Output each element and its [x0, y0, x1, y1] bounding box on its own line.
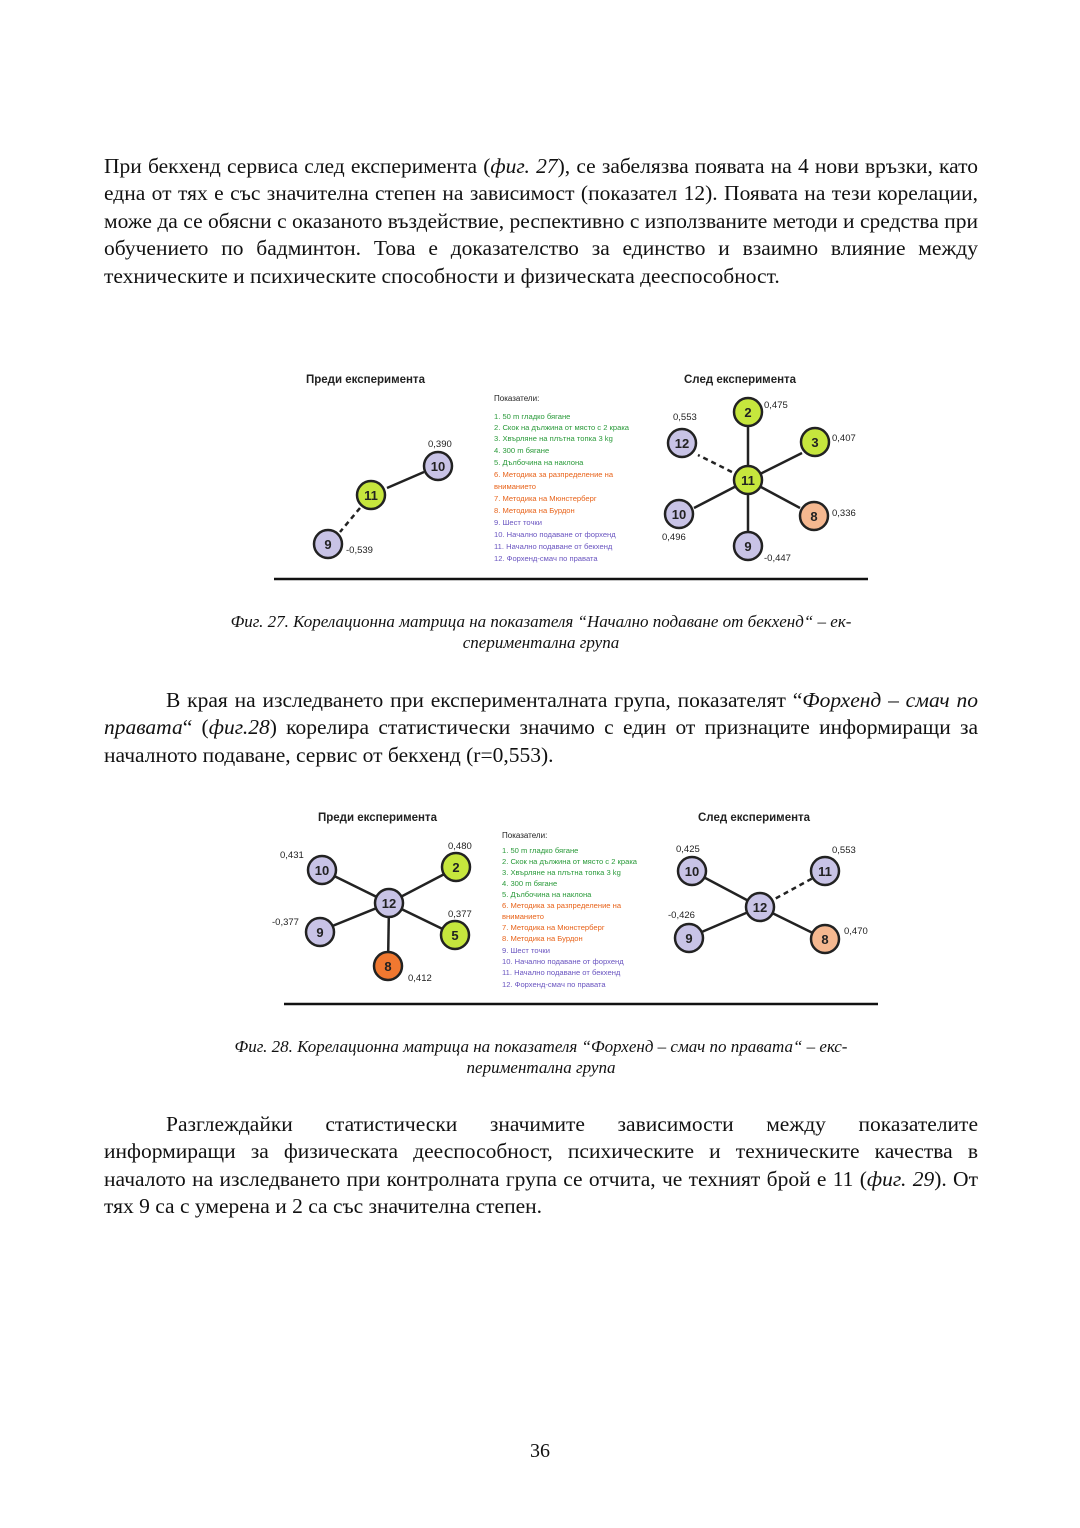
- fig28-after-value: -0,426: [668, 910, 695, 921]
- legend-item: 9. Шест точки: [502, 946, 550, 955]
- fig28-node-9: [675, 924, 703, 952]
- fig27-node-8: [800, 502, 828, 530]
- svg-text:10: 10: [430, 459, 446, 474]
- fig27-after-value: 0,553: [673, 412, 697, 423]
- fig28-after-value: 0,470: [844, 926, 868, 937]
- fig27-node-11: [357, 481, 385, 509]
- fig27-after-value: 0,336: [832, 508, 856, 519]
- legend-item: 2. Скок на дължина от място с 2 крака: [502, 857, 638, 866]
- figure-ref-27: фиг. 27: [490, 154, 558, 178]
- figure-ref-28: фиг.28: [208, 715, 270, 740]
- fig28-before-value: 0,431: [280, 850, 304, 861]
- fig28-node-5: [441, 921, 469, 949]
- fig27-node-10: [665, 500, 693, 528]
- legend-item: 4. 300 m бягане: [502, 879, 558, 888]
- fig27-node-10: [424, 452, 452, 480]
- figure-ref-title: Форхенд – смач по правата: [104, 688, 978, 740]
- fig28-node-11: [811, 857, 839, 885]
- figure-28: [272, 806, 882, 1012]
- fig27-before-value: 0,390: [428, 439, 452, 450]
- svg-text:11: 11: [818, 864, 832, 879]
- fig28-before-value: -0,377: [272, 917, 299, 928]
- fig28-after-value: 0,425: [676, 844, 700, 855]
- legend-item: 12. Форхенд-смач по правата: [494, 554, 598, 563]
- paragraph-2: В края на изследването при експерименталната група, показателят “Форхенд – смач по правата“ (фиг.28) корелира статистически значимо с един от признаците информиращи за началното подаване, сервис от бекхенд (r=0,553).: [104, 688, 979, 767]
- fig27-node-9: [734, 532, 762, 560]
- svg-text:9: 9: [685, 931, 693, 946]
- fig27-after-value: -0,447: [764, 553, 791, 564]
- figure-28-caption: Фиг. 28. Корелационна матрица на показателя “Форхенд – смач по правата“ – екс- периментална група: [234, 1037, 848, 1077]
- svg-text:9: 9: [324, 537, 332, 552]
- paragraph-1: При бекхенд сервиса след експеримента (фиг. 27), се забелязва появата на 4 нови връзки, като една от тях е със значителна степен на зависимост (показател 12). Появата на тези корелации, може да се обясни с оказаното въздействие, респективно с използваните методи и средства при обучението по бадминтон. Това е доказателство за единство и взаимно влияние между техническите и психическите способности и физическата дееспособност.: [104, 154, 978, 288]
- fig27-legend-title: Показатели:: [494, 394, 540, 403]
- fig27-after-title: След експеримента: [684, 374, 797, 386]
- legend-item: 6. Методика за разпределение на: [494, 470, 614, 479]
- legend-item: 12. Форхенд-смач по правата: [502, 980, 606, 989]
- svg-text:12: 12: [752, 900, 768, 915]
- legend-item: 8. Методика на Бурдон: [494, 506, 575, 515]
- legend-item: 5. Дълбочина на наклона: [502, 890, 592, 899]
- fig27-after-value: 0,496: [662, 532, 686, 543]
- legend-item: 8. Методика на Бурдон: [502, 934, 583, 943]
- svg-text:9: 9: [744, 539, 752, 554]
- svg-text:8: 8: [384, 959, 392, 974]
- legend-item: 5. Дълбочина на наклона: [494, 458, 584, 467]
- legend-item: 7. Методика на Мюнстерберг: [502, 923, 605, 932]
- legend-item: 1. 50 m гладко бягане: [502, 846, 579, 855]
- figure-27-diagram: [270, 368, 870, 584]
- svg-text:10: 10: [684, 864, 700, 879]
- fig27-node-12: [668, 429, 696, 457]
- figure-27: [270, 368, 870, 584]
- legend-item: 3. Хвърляне на плътна топка 3 kg: [494, 434, 613, 443]
- fig28-legend-title: Показатели:: [502, 831, 548, 840]
- fig27-legend: [494, 412, 630, 563]
- fig28-after-value: 0,553: [832, 845, 856, 856]
- fig28-before-value: 0,480: [448, 841, 472, 852]
- figure-ref-29: фиг. 29: [866, 1166, 935, 1191]
- fig28-legend: [502, 846, 638, 989]
- fig27-node-11: [734, 466, 762, 494]
- fig28-before-title: Преди експеримента: [318, 812, 437, 824]
- fig28-node-8: [374, 952, 402, 980]
- paragraph-3: Разглеждайки статистически значимите зависимости между показателите информиращи за физическата дееспособност, психическите и техническите качества в началото на изследването при контролната група се отчита, че техният брой е 11 (фиг. 29). От тях 9 са с умерена и 2 са със значителна степен.: [104, 1112, 978, 1219]
- fig27-node-9: [314, 530, 342, 558]
- legend-item: 4. 300 m бягане: [494, 446, 550, 455]
- svg-text:9: 9: [316, 925, 324, 940]
- legend-item: вниманието: [502, 912, 544, 921]
- legend-item: 10. Начално подаване от форхенд: [494, 530, 616, 539]
- fig28-after-title: След експеримента: [698, 812, 811, 824]
- svg-text:12: 12: [674, 436, 690, 451]
- page-number: 36: [530, 1440, 550, 1462]
- fig27-before-edge-11-10: [387, 472, 424, 488]
- legend-item: 6. Методика за разпределение на: [502, 901, 622, 910]
- fig28-node-10: [678, 857, 706, 885]
- fig27-node-3: [801, 428, 829, 456]
- fig28-before-value: 0,412: [408, 973, 432, 984]
- fig28-node-9: [306, 918, 334, 946]
- fig27-before-edge-11-9: [340, 508, 360, 532]
- legend-item: 7. Методика на Мюнстерберг: [494, 494, 597, 503]
- fig28-node-8: [811, 925, 839, 953]
- svg-text:5: 5: [451, 928, 459, 943]
- legend-item: вниманието: [494, 482, 536, 491]
- legend-item: 1. 50 m гладко бягане: [494, 412, 571, 421]
- svg-text:8: 8: [821, 932, 829, 947]
- svg-text:11: 11: [364, 488, 378, 503]
- fig28-node-12: [746, 893, 774, 921]
- svg-text:10: 10: [671, 507, 687, 522]
- svg-text:10: 10: [314, 863, 330, 878]
- fig28-node-2: [442, 853, 470, 881]
- fig27-after-value: 0,475: [764, 400, 788, 411]
- fig27-before-title: Преди експеримента: [306, 374, 425, 386]
- svg-text:12: 12: [381, 896, 397, 911]
- fig27-after-value: 0,407: [832, 433, 856, 444]
- fig28-node-12: [375, 889, 403, 917]
- legend-item: 10. Начално подаване от форхенд: [502, 957, 624, 966]
- legend-item: 11. Начално подаване от бекхенд: [494, 542, 613, 551]
- svg-text:2: 2: [744, 405, 752, 420]
- fig27-node-2: [734, 398, 762, 426]
- svg-text:2: 2: [452, 860, 460, 875]
- svg-text:11: 11: [741, 473, 755, 488]
- svg-text:8: 8: [810, 509, 818, 524]
- legend-item: 11. Начално подаване от бекхенд: [502, 968, 621, 977]
- legend-item: 9. Шест точки: [494, 518, 542, 527]
- figure-27-caption: Фиг. 27. Корелационна матрица на показателя “Начално подаване от бекхенд“ – ек- спериментална група: [230, 612, 852, 652]
- svg-text:3: 3: [811, 435, 819, 450]
- fig27-before-value: -0,539: [346, 545, 373, 556]
- fig28-node-10: [308, 856, 336, 884]
- legend-item: 3. Хвърляне на плътна топка 3 kg: [502, 868, 621, 877]
- fig28-before-value: 0,377: [448, 909, 472, 920]
- figure-28-diagram: [272, 806, 882, 1012]
- legend-item: 2. Скок на дължина от място с 2 крака: [494, 423, 630, 432]
